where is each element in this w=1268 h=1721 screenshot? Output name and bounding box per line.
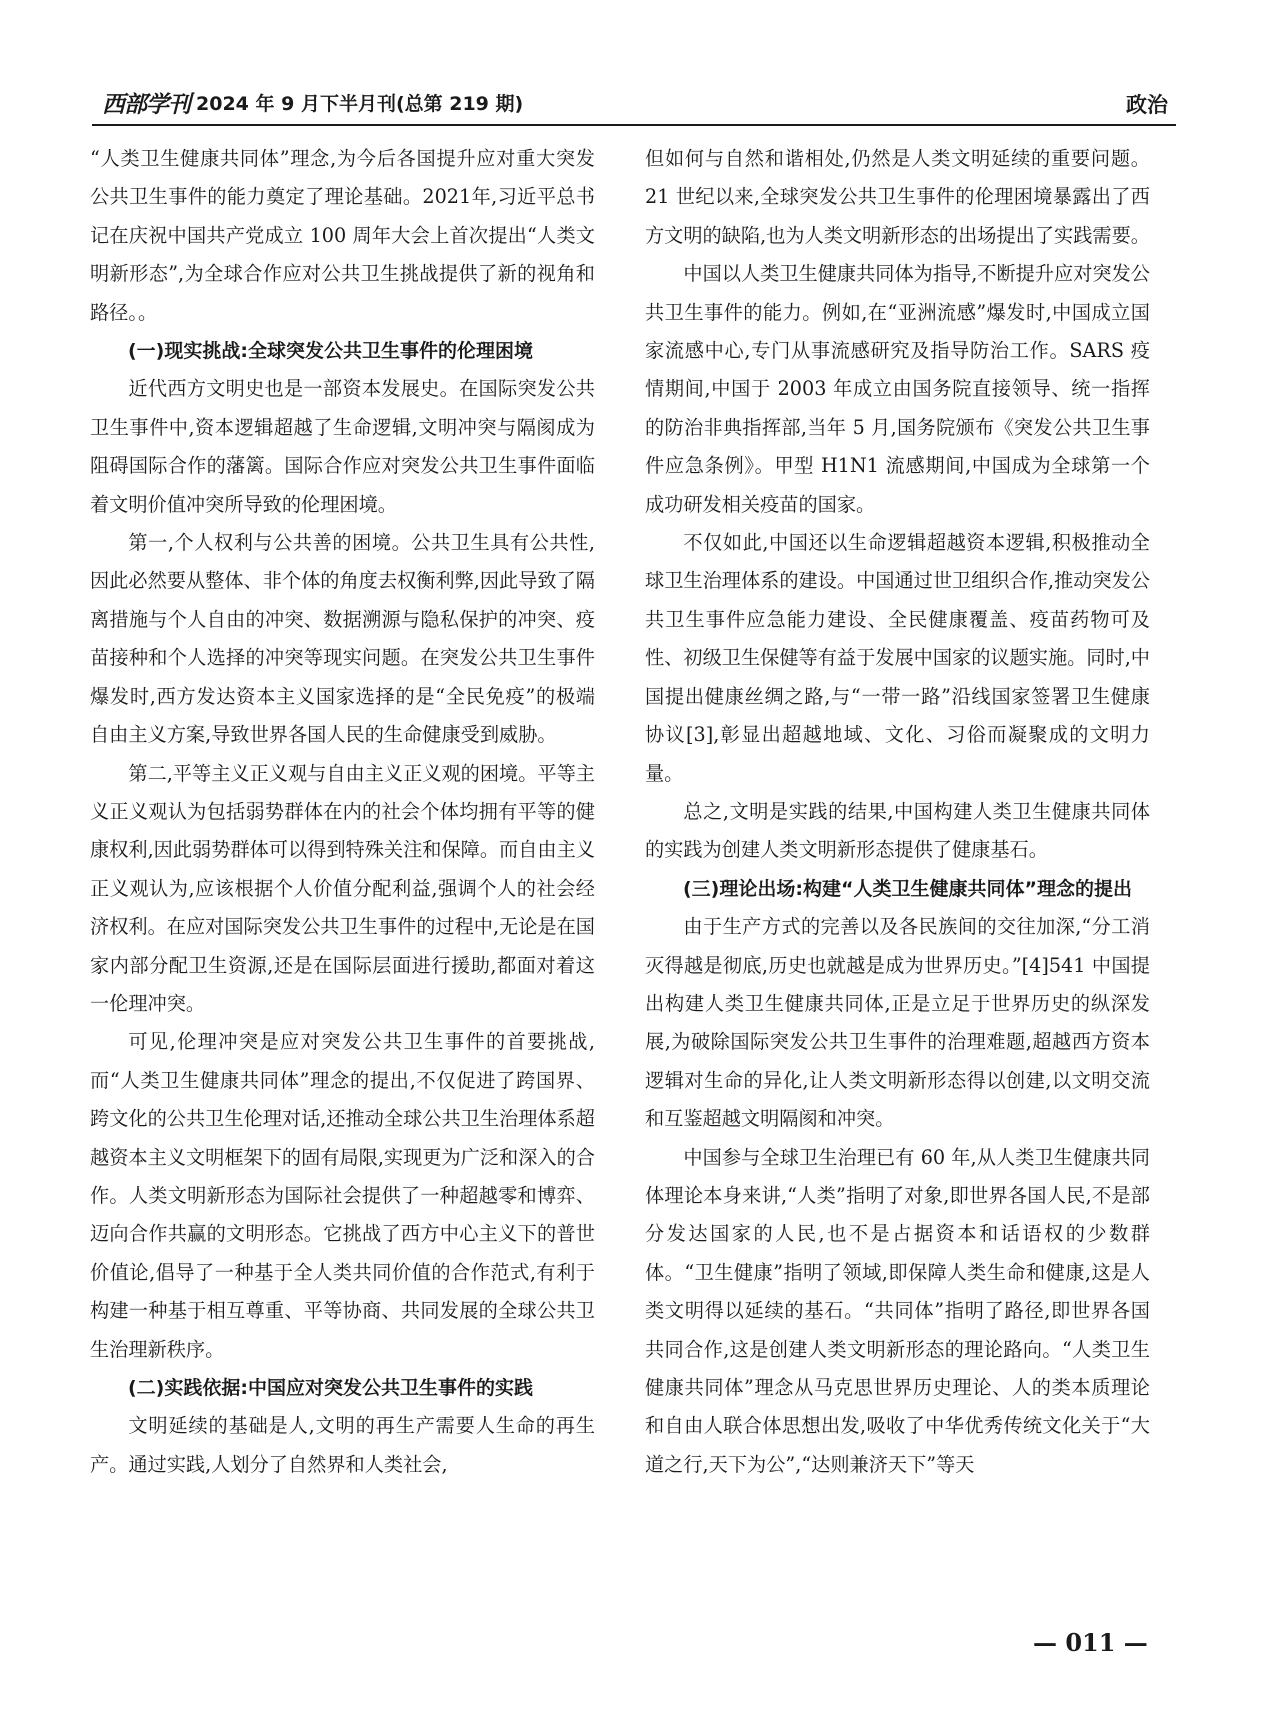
paragraph: 中国参与全球卫生治理已有 60 年,从人类卫生健康共同体理论本身来讲,“人类”指明了对象,即世界各国人民,不是部分发达国家的人民,也不是占据资本和话语权的少数群体。“卫生健康”指明了领域,即保障人类生命和健康,这是人类文明得以延续的基石。“共同体”指明了路径,即世界各国共同合作,这是创建人类文明新形态的理论路向。“人类卫生健康共同体”理念从马克思世界历史理论、人的类本质理论和自由人联合体思想出发,吸收了中华优秀传统文化关于“大道之行,天下为公”,“达则兼济天下”等天 [645,1145,1150,1476]
page-number: — 011 — [1033,1628,1148,1657]
right-column [645,140,1150,1484]
paragraph: 由于生产方式的完善以及各民族间的交往加深,“分工消灭得越是彻底,历史也就越是成为世界历史。”[4]541 中国提出构建人类卫生健康共同体,正是立足于世界历史的纵深发展,为破除国际突发公共卫生事件的治理难题,超越西方资本逻辑对生命的异化,让人类文明新形态得以创建,以文明交流和互鉴超越文明隔阂和冲突。 [645,915,1150,1131]
paragraph: 第二,平等主义正义观与自由主义正义观的困境。平等主义正义观认为包括弱势群体在内的社会个体均拥有平等的健康权利,因此弱势群体可以得到特殊关注和保障。而自由主义正义观认为,应该根据个人价值分配利益,强调个人的社会经济权利。在应对国际突发公共卫生事件的过程中,无论是在国家内部分配卫生资源,还是在国际层面进行援助,都面对着这一伦理冲突。 [90,761,595,1015]
issue-info: 2024 年 9 月下半月刊(总第 219 期) [196,93,524,115]
paragraph: 中国以人类卫生健康共同体为指导,不断提升应对突发公共卫生事件的能力。例如,在“亚洲流感”爆发时,中国成立国家流感中心,专门从事流感研究及指导防治工作。SARS 疫情期间,中国于 2003 年成立由国务院直接领导、统一指挥的防治非典指挥部,当年 5 月,国务院颁布《突发公共卫生事件应急条例》。甲型 H1N1 流感期间,中国成为全球第一个成功研发相关疫苗的国家。 [645,262,1150,516]
paragraph: 但如何与自然和谐相处,仍然是人类文明延续的重要问题。21 世纪以来,全球突发公共卫生事件的伦理困境暴露出了西方文明的缺陷,也为人类文明新形态的出场提出了实践需要。 [645,147,1150,247]
section-heading: (二)实践依据:中国应对突发公共卫生事件的实践 [128,1377,533,1399]
page-header [92,84,1176,126]
paragraph: 总之,文明是实践的结果,中国构建人类卫生健康共同体的实践为创建人类文明新形态提供了健康基石。 [645,799,1150,862]
paragraph: 近代西方文明史也是一部资本发展史。在国际突发公共卫生事件中,资本逻辑超越了生命逻辑,文明冲突与隔阂成为阻碍国际合作的藩篱。国际合作应对突发公共卫生事件面临着文明价值冲突所导致的伦理困境。 [90,377,595,516]
section-label: 政治 [1126,93,1168,117]
journal-logo: 西部学刊 [102,91,190,118]
left-column [90,140,595,1484]
paragraph: 第一,个人权利与公共善的困境。公共卫生具有公共性,因此必然要从整体、非个体的角度去权衡利弊,因此导致了隔离措施与个人自由的冲突、数据溯源与隐私保护的冲突、疫苗接种和个人选择的冲突等现实问题。在突发公共卫生事件爆发时,西方发达资本主义国家选择的是“全民免疫”的极端自由主义方案,导致世界各国人民的生命健康受到威胁。 [90,531,595,747]
paragraph: 可见,伦理冲突是应对突发公共卫生事件的首要挑战,而“人类卫生健康共同体”理念的提出,不仅促进了跨国界、跨文化的公共卫生伦理对话,还推动全球公共卫生治理体系超越资本主义文明框架下的固有局限,实现更为广泛和深入的合作。人类文明新形态为国际社会提供了一种超越零和博弈、迈向合作共赢的文明形态。它挑战了西方中心主义下的普世价值论,倡导了一种基于全人类共同价值的合作范式,有利于构建一种基于相互尊重、平等协商、共同发展的全球公共卫生治理新秩序。 [90,1030,595,1361]
section-heading: (一)现实挑战:全球突发公共卫生事件的伦理困境 [128,340,533,363]
section-heading: (三)理论出场:构建“人类卫生健康共同体”理念的提出 [683,877,1132,900]
paragraph: 不仅如此,中国还以生命逻辑超越资本逻辑,积极推动全球卫生治理体系的建设。中国通过世卫组织合作,推动突发公共卫生事件应急能力建设、全民健康覆盖、疫苗药物可及性、初级卫生保健等有益于发展中国家的议题实施。同时,中国提出健康丝绸之路,与“一带一路”沿线国家签署卫生健康协议[3],彰显出超越地域、文化、习俗而凝聚成的文明力量。 [645,531,1150,785]
paragraph: 文明延续的基础是人,文明的再生产需要人生命的再生产。通过实践,人划分了自然界和人类社会, [90,1414,595,1476]
paragraph: “人类卫生健康共同体”理念,为今后各国提升应对重大突发公共卫生事件的能力奠定了理论基础。2021年,习近平总书记在庆祝中国共产党成立 100 周年大会上首次提出“人类文明新形态”,为全球合作应对公共卫生挑战提供了新的视角和路径。。 [90,147,595,324]
